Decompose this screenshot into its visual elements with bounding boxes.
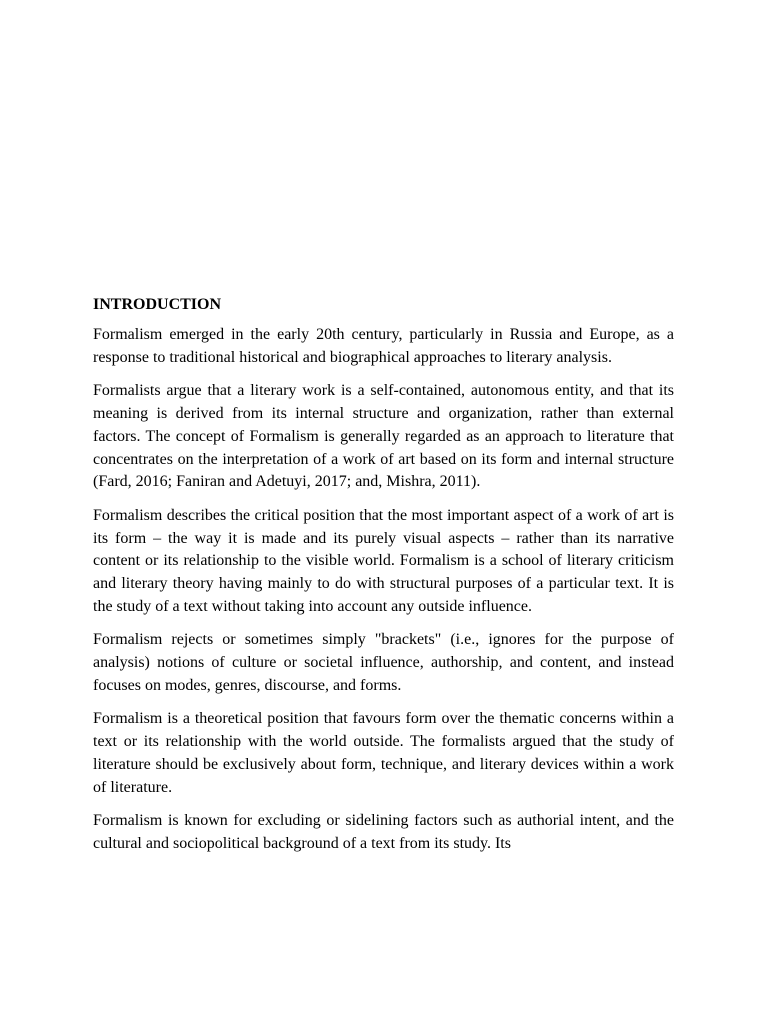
paragraph-1: Formalism emerged in the early 20th century, particularly in Russia and Europe, as a response to traditional historical and biographical approaches to literary analysis.	[93, 326, 674, 366]
paragraph-2: Formalists argue that a literary work is a self-contained, autonomous entity, and that its meaning is derived from its internal structure and organization, rather than external factors. The concept of Formalism is generally regarded as an approach to literature that concentrates on the interpretation of a work of art based on its form and internal structure (Fard, 2016; Faniran and Adetuyi, 2017; and, Mishra, 2011).	[93, 382, 674, 491]
document-body	[93, 294, 674, 856]
paragraph-5: Formalism is a theoretical position that favours form over the thematic concerns within a text or its relationship with the world outside. The formalists argued that the study of literature should be exclusively about form, technique, and literary devices within a work of literature.	[93, 710, 674, 796]
paragraph-4: Formalism rejects or sometimes simply "brackets" (i.e., ignores for the purpose of analysis) notions of culture or societal influence, authorship, and content, and instead focuses on modes, genres, discourse, and forms.	[93, 631, 674, 694]
section-heading: INTRODUCTION	[93, 296, 222, 313]
paragraph-6: Formalism is known for excluding or sidelining factors such as authorial intent, and the cultural and sociopolitical background of a text from its study. Its	[93, 812, 674, 852]
paragraph-3: Formalism describes the critical position that the most important aspect of a work of art is its form – the way it is made and its purely visual aspects – rather than its narrative content or its relationship to the visible world. Formalism is a school of literary criticism and literary theory having mainly to do with structural purposes of a particular text. It is the study of a text without taking into account any outside influence.	[93, 506, 674, 615]
